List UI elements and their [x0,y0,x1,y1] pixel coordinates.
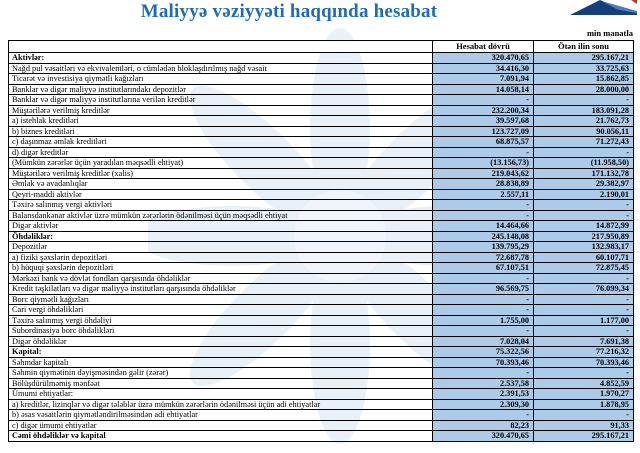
table-row [9,242,634,253]
row-value-current-period: - [433,147,534,158]
col-header-current-period: Hesabat dövrü [433,41,534,53]
row-value-current-period: 68.875,57 [433,137,534,148]
row-value-previous-year-end: 171.132,78 [534,168,634,179]
row-label: Qeyri-maddi aktivlər [9,189,433,200]
row-label: Ümumi ehtiyatlar: [9,389,433,400]
table-row [9,179,634,190]
row-value-previous-year-end: - [534,305,634,316]
row-label: Müştərilərə verilmiş kreditlər [9,105,433,116]
row-value-current-period: 245.148,08 [433,231,534,242]
row-label: a) istehlak kreditləri [9,116,433,127]
row-label: Səhmin qiymətinin dəyişməsindən gəlir (zərər) [9,368,433,379]
row-value-previous-year-end: 71.272,43 [534,137,634,148]
row-value-previous-year-end: 1.878,95 [534,399,634,410]
row-value-current-period: 123.727,09 [433,126,534,137]
row-value-current-period: 320.470,65 [433,53,534,64]
row-value-previous-year-end: (11.958,50) [534,158,634,169]
logo-red-accent [631,0,637,4]
row-value-current-period: - [433,294,534,305]
bank-logo-icon [570,0,638,15]
row-value-current-period: 219.043,62 [433,168,534,179]
table-row [9,63,634,74]
table-row [9,221,634,232]
table-row [9,231,634,242]
row-label: Kredit təşkilatları və digər maliyyə institutları qarşısında öhdəliklər [9,284,433,295]
row-label: b) hüquqi şəxslərin depozitləri [9,263,433,274]
row-label: Cəmi öhdəliklər və kapital [9,431,433,442]
row-value-previous-year-end: 1.970,27 [534,389,634,400]
table-row [9,189,634,200]
row-value-previous-year-end: 77.216,32 [534,347,634,358]
row-value-current-period: 14.058,14 [433,84,534,95]
table-row [9,74,634,85]
table-row [9,84,634,95]
row-value-current-period: 96.569,75 [433,284,534,295]
row-value-previous-year-end: - [534,210,634,221]
row-value-previous-year-end: 295.167,21 [534,53,634,64]
table-row [9,315,634,326]
table-row [9,357,634,368]
row-label: Balansdankənar aktivlər üzrə mümkün zərərlərin ödənilməsi üçün məqsədli ehtiyat [9,210,433,221]
table-row [9,410,634,421]
row-value-previous-year-end: - [534,273,634,284]
row-value-previous-year-end: 28.000,00 [534,84,634,95]
row-value-previous-year-end: 15.862,85 [534,74,634,85]
table-row [9,284,634,295]
row-label: Təxirə salınmış vergi öhdəliyi [9,315,433,326]
row-label: Ticarət və investisiya qiymətli kağızları [9,74,433,85]
table-row [9,95,634,106]
table-row [9,431,634,442]
table-row [9,305,634,316]
row-value-previous-year-end: 72.875,45 [534,263,634,274]
table-row [9,399,634,410]
row-value-previous-year-end: 217.950,89 [534,231,634,242]
row-value-current-period: 7.028,04 [433,336,534,347]
row-value-current-period: 67.107,51 [433,263,534,274]
row-value-previous-year-end: - [534,368,634,379]
table-row [9,420,634,431]
row-value-previous-year-end: 90.056,11 [534,126,634,137]
table-row [9,116,634,127]
table-row [9,168,634,179]
row-label: b) biznes kreditləri [9,126,433,137]
table-row [9,336,634,347]
unit-note: min manatla [586,28,633,38]
financial-position-table [8,40,634,442]
col-header-indicator [9,41,433,53]
row-value-previous-year-end: 2.190,01 [534,189,634,200]
row-value-previous-year-end: 183.091,28 [534,105,634,116]
row-value-previous-year-end: - [534,326,634,337]
table-header-row [9,41,634,53]
row-label: Depozitlər [9,242,433,253]
row-value-current-period: 2.309,30 [433,399,534,410]
row-value-current-period: (13.156,73) [433,158,534,169]
logo-mountain-shape [570,0,637,15]
row-label: Müştərilərə verilmiş kreditlər (xalis) [9,168,433,179]
row-value-previous-year-end: 7.691,38 [534,336,634,347]
row-value-previous-year-end: - [534,294,634,305]
row-value-current-period: 2.391,53 [433,389,534,400]
row-value-previous-year-end: 70.393,46 [534,357,634,368]
table-row [9,137,634,148]
table-row [9,378,634,389]
row-value-current-period: - [433,210,534,221]
row-value-current-period: - [433,368,534,379]
row-value-current-period: 39.597,68 [433,116,534,127]
row-label: Bölüşdürülməmiş mənfəət [9,378,433,389]
table-row [9,252,634,263]
row-label: Mərkəzi bank və dövlət fondları qarşısında öhdəliklər [9,273,433,284]
row-label: Borc qiymətli kağızları [9,294,433,305]
table-row [9,273,634,284]
row-value-previous-year-end: 21.762,73 [534,116,634,127]
table-row [9,210,634,221]
row-value-previous-year-end: 132.983,17 [534,242,634,253]
row-value-current-period: - [433,305,534,316]
row-value-current-period: 72.687,78 [433,252,534,263]
row-label: Banklar və digər maliyyə institutlarına verilən kreditlər [9,95,433,106]
page-title: Maliyyə vəziyyəti haqqında hesabat [140,1,438,22]
row-value-current-period: 70.393,46 [433,357,534,368]
row-value-current-period: 34.416,30 [433,63,534,74]
row-label: Banklar və digər maliyyə institutlarındakı depozitlər [9,84,433,95]
table-row [9,294,634,305]
row-label: Əmlak və avadanlıqlar [9,179,433,190]
row-value-previous-year-end: 91,33 [534,420,634,431]
row-value-previous-year-end: 29.382,97 [534,179,634,190]
row-label: Nağd pul vəsaitləri və ekvivalentləri, o cümlədən bloklaşdırılmış nağd vəsait [9,63,433,74]
row-label: Digər öhdəliklər [9,336,433,347]
row-value-previous-year-end: 295.167,21 [534,431,634,442]
row-label: Öhdəliklər: [9,231,433,242]
row-label: c) digər ümumi ehtiyatlar [9,420,433,431]
table-row [9,200,634,211]
row-label: a) kreditlər, lizinqlər və digər tələblər üzrə mümkün zərərlərin ödənilməsi üçün adi ehtiyatlar [9,399,433,410]
row-value-current-period: - [433,326,534,337]
row-value-previous-year-end: 76.099,34 [534,284,634,295]
row-label: Kapital: [9,347,433,358]
row-value-previous-year-end: 14.872,99 [534,221,634,232]
row-value-current-period: 28.838,89 [433,179,534,190]
row-value-previous-year-end: - [534,410,634,421]
row-label: Digər aktivlər [9,221,433,232]
row-value-current-period: - [433,410,534,421]
row-value-current-period: - [433,273,534,284]
table-row [9,147,634,158]
table-row [9,326,634,337]
table-row [9,389,634,400]
row-value-current-period: 139.795,29 [433,242,534,253]
row-value-current-period: 232.200,34 [433,105,534,116]
row-value-previous-year-end: 1.177,00 [534,315,634,326]
row-label: Subordinasiya borc öhdəlikləri [9,326,433,337]
table-row [9,53,634,64]
table-row [9,347,634,358]
row-label: Səhmdar kapitalı [9,357,433,368]
table-row [9,158,634,169]
row-value-current-period: - [433,95,534,106]
col-header-previous-year-end: Ötən ilin sonu [534,41,634,53]
row-value-current-period: 7.091,94 [433,74,534,85]
row-value-previous-year-end: 33.725,63 [534,63,634,74]
row-label: b) əsas vəsaitlərin qiymətləndirilməsindən adi ehtiyatlar [9,410,433,421]
row-label: (Mümkün zərərlər üçün yaradılan məqsədli ehtiyat) [9,158,433,169]
row-label: Təxirə salınmış vergi aktivləri [9,200,433,211]
row-value-previous-year-end: - [534,200,634,211]
row-value-current-period: 2.557,11 [433,189,534,200]
table-row [9,105,634,116]
row-value-current-period: - [433,200,534,211]
table-row [9,263,634,274]
row-value-previous-year-end: - [534,147,634,158]
row-value-previous-year-end: 60.107,71 [534,252,634,263]
row-label: Aktivlər: [9,53,433,64]
table-row [9,368,634,379]
table-row [9,126,634,137]
row-value-current-period: 75.322,56 [433,347,534,358]
row-value-current-period: 14.464,66 [433,221,534,232]
row-value-current-period: 2.537,58 [433,378,534,389]
row-label: a) fiziki şəxslərin depozitləri [9,252,433,263]
row-value-previous-year-end: - [534,95,634,106]
row-value-current-period: 1.755,00 [433,315,534,326]
row-value-current-period: 320.470,65 [433,431,534,442]
row-value-current-period: 82,23 [433,420,534,431]
row-label: Cari vergi öhdəlikləri [9,305,433,316]
row-label: c) daşınmaz əmlak kreditləri [9,137,433,148]
row-value-previous-year-end: 4.852,59 [534,378,634,389]
row-label: d) digər kreditlər [9,147,433,158]
